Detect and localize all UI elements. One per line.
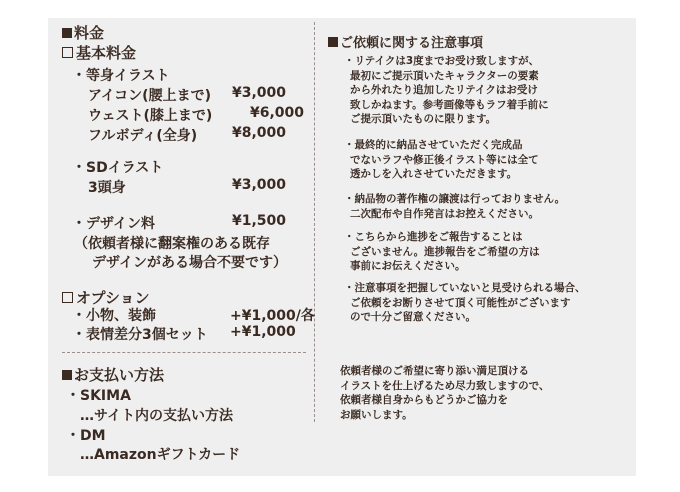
note-line: でないラフや修正後イラスト等には全て [350,153,539,166]
price-label-icon: アイコン(腰上まで) [88,88,211,104]
note-line: ・こちらから進捗をご報告することは [344,231,523,243]
design-fee-note-line: デザインがある場合不要です） [92,255,288,271]
basic-fee-heading: 基本料金 [62,42,136,63]
payment-method-detail: …サイト内の支払い方法 [80,408,234,424]
note-line: 致しかねます。参考画像等もラフ着手前に [350,98,549,111]
note-line: ・最終的に納品させていただく完成品 [344,139,523,151]
design-fee-note-line: （依頼者様に翻案権のある既存 [74,236,270,252]
square-bullet-icon [328,37,338,47]
price-value-sd: ¥3,000 [232,177,287,193]
note-paragraph [344,192,565,221]
closing-line: 依頼者様自身からもどうかご協力を [340,394,508,407]
note-paragraph [344,138,539,182]
payment-method-name: ・SKIMA [66,388,131,404]
note-line: ございません。進捗報告をご希望の方は [350,245,540,258]
note-line: 透かしを入れさせていただきます。 [350,168,518,181]
note-line: 最初にご提示頂いたキャラクターの要素 [350,69,539,82]
design-fee-label: ・デザイン料 [72,216,156,232]
note-line: ので十分ご留意ください。 [350,311,476,324]
closing-line: 依頼者様のご希望に寄り添い満足頂ける [340,365,529,377]
horizontal-divider [62,352,306,353]
price-label-sd: 3頭身 [88,180,126,196]
note-line: から外れたり追加したリテイクはお受け [350,84,538,97]
price-label-full-body: フルボディ(全身) [88,128,198,144]
design-fee-price: ¥1,500 [232,213,287,229]
payment-heading: お支払い方法 [62,364,164,385]
options-heading: オプション [62,287,150,308]
price-value-waist: ¥6,000 [250,105,305,121]
price-value-full-body: ¥8,000 [232,125,287,141]
closing-line: お願いします。 [340,408,413,421]
vertical-divider [314,22,315,422]
option-price: +¥1,000/各 [230,308,315,324]
note-paragraph [344,230,540,274]
note-line: 事前にお伝えください。 [350,260,466,273]
option-price: +¥1,000 [230,324,296,340]
note-line: ・注意事項を把握していないと見受けられる場合、 [344,282,586,294]
note-paragraph [344,54,549,127]
note-line: ・納品物の著作権の譲渡は行っておりません。 [344,193,566,205]
closing-line: イラストを仕上げるため尽力致しますので、 [340,379,550,392]
price-value-icon: ¥3,000 [232,85,287,101]
box-bullet-icon [62,292,73,303]
full-body-title: ・等身イラスト [72,68,170,84]
payment-method-name: ・DM [66,428,106,444]
closing-message [340,364,549,422]
note-paragraph [344,281,586,325]
box-bullet-icon [62,47,73,58]
square-bullet-icon [62,370,72,380]
square-bullet-icon [62,28,72,38]
option-label: ・小物、装飾 [72,308,156,324]
price-label-waist: ウェスト(膝上まで) [88,108,213,124]
note-line: 二次配布や自作発言はお控えください。 [350,207,539,220]
notes-heading: ご依頼に関する注意事項 [328,32,483,51]
note-line: ご提示頂いたものに限ります。 [350,113,497,126]
note-line: ・リテイクは3度までお受け致しますが、 [344,55,540,67]
payment-method-detail: …Amazonギフトカード [80,447,241,463]
note-line: ご依頼をお断りさせて頂く可能性がございます [350,296,571,309]
option-label: ・表情差分3個セット [72,327,208,343]
fees-heading: 料金 [62,22,104,43]
sd-title: ・SDイラスト [72,160,164,176]
